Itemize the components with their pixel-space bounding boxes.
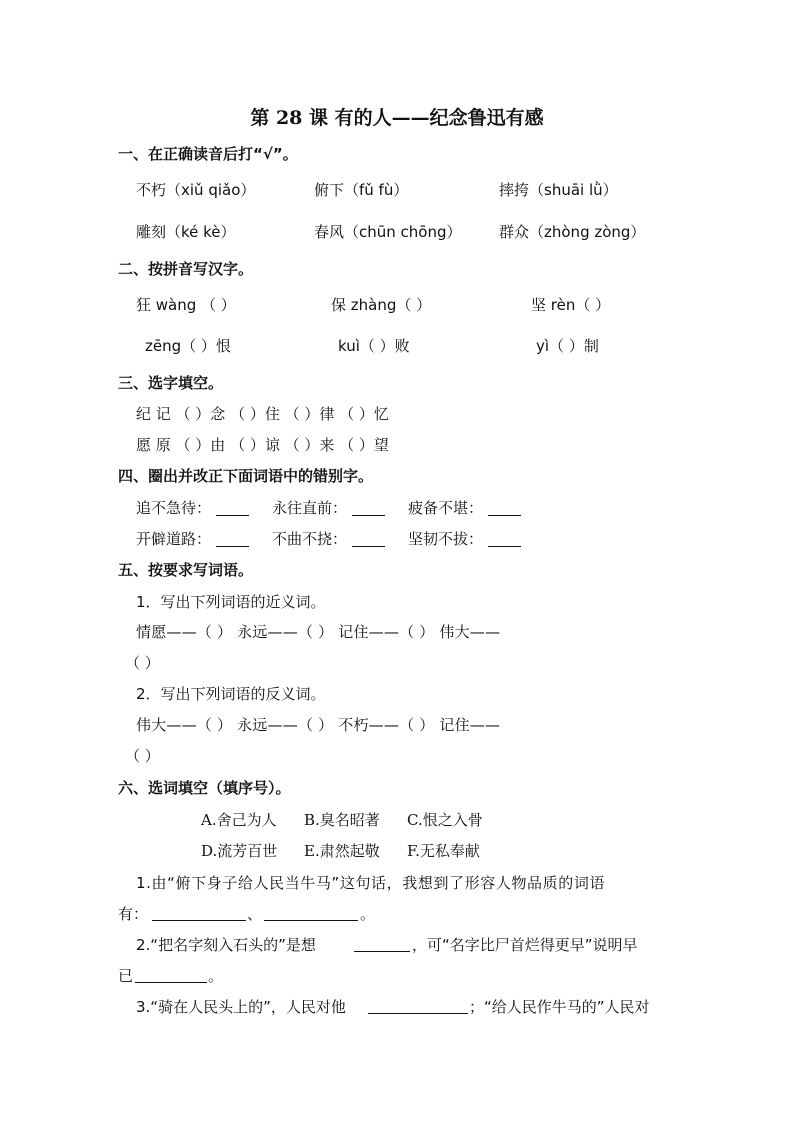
answer-blank[interactable] [352,546,385,547]
s5-question: 2．写出下列词语的反义词。 [136,685,326,703]
s2-item: 坚 rèn（ ） [531,296,611,314]
s6-question-3: 3.“骑在人民头上的”，人民对他 [136,998,346,1016]
s4-item: 追不急待： [136,499,212,517]
answer-blank[interactable] [135,982,207,983]
answer-blank[interactable] [152,920,246,921]
s6-text: 已 [118,967,134,985]
s4-item: 不曲不挠： [272,530,348,548]
s6-text: ，可“名字比尸首烂得更早”说明早 [412,936,638,954]
s1-item: 春风（chūn chōng） [314,223,462,241]
option: C.恨之入骨 [407,811,483,829]
answer-blank[interactable] [216,515,249,516]
s1-item: 不朽（xiǔ qiǎo） [136,181,256,199]
page-title: 第 28 课 有的人——纪念鲁迅有感 [250,107,544,129]
section-2-heading: 二、按拼音写汉字。 [118,260,254,278]
s2-item: kuì（ ）败 [338,337,410,355]
s2-item: yì（ ）制 [536,337,599,355]
s2-item: zēng（ ）恨 [145,337,231,355]
answer-blank[interactable] [352,515,385,516]
s4-item: 坚韧不拔： [408,530,484,548]
option: F.无私奉献 [407,842,480,860]
answer-blank[interactable] [216,546,249,547]
s3-row: 纪 记 （ ）念 （ ）住 （ ）律 （ ）忆 [136,405,389,423]
answer-blank[interactable] [488,515,521,516]
s6-text: 有： [118,905,149,923]
section-3-heading: 三、选字填空。 [118,374,224,392]
s6-text: ；“给人民作牛马的”人民对 [469,998,650,1016]
section-5-heading: 五、按要求写词语。 [118,561,254,579]
s5-row: 伟大——（ ） 永远——（ ） 不朽——（ ） 记住—— [136,716,501,734]
option: D.流芳百世 [201,842,278,860]
s5-row: 情愿——（ ） 永远——（ ） 记住——（ ） 伟大—— [136,623,501,641]
option: E.肃然起敬 [304,842,380,860]
s4-item: 永往直前： [272,499,348,517]
answer-blank[interactable] [264,920,358,921]
section-4-heading: 四、圈出并改正下面词语中的错别字。 [118,467,374,485]
answer-blank[interactable] [368,1013,468,1014]
option: A.舍己为人 [201,811,277,829]
s5-row: （ ） [125,747,160,765]
s5-row: （ ） [125,654,160,672]
s1-item: 雕刻（ké kè） [136,223,236,241]
s1-item: 群众（zhòng zòng） [499,223,646,241]
s6-text: 。 [360,905,376,923]
answer-blank[interactable] [488,546,521,547]
answer-blank[interactable] [354,951,410,952]
s6-question-2: 2.“把名字刻入石头的”是想 [136,936,316,954]
s6-text: 。 [208,967,224,985]
s1-item: 摔挎（shuāi lǜ） [499,181,618,199]
s3-row: 愿 原 （ ）由 （ ）谅 （ ）来 （ ）望 [136,436,389,454]
s2-item: 狂 wàng （ ） [136,296,236,314]
s2-item: 保 zhàng（ ） [331,296,432,314]
s4-item: 开僻道路： [136,530,212,548]
option: B.臭名昭著 [304,811,380,829]
s5-question: 1．写出下列词语的近义词。 [136,593,326,611]
section-6-heading: 六、选词填空（填序号）。 [118,779,291,797]
s6-question-1: 1.由“俯下身子给人民当牛马”这句话，我想到了形容人物品质的词语 [136,874,606,892]
section-1-heading: 一、在正确读音后打“√”。 [118,145,298,163]
s4-item: 疲备不堪： [408,499,484,517]
s1-item: 俯下（fǔ fù） [314,181,409,199]
s6-text: 、 [247,905,263,923]
